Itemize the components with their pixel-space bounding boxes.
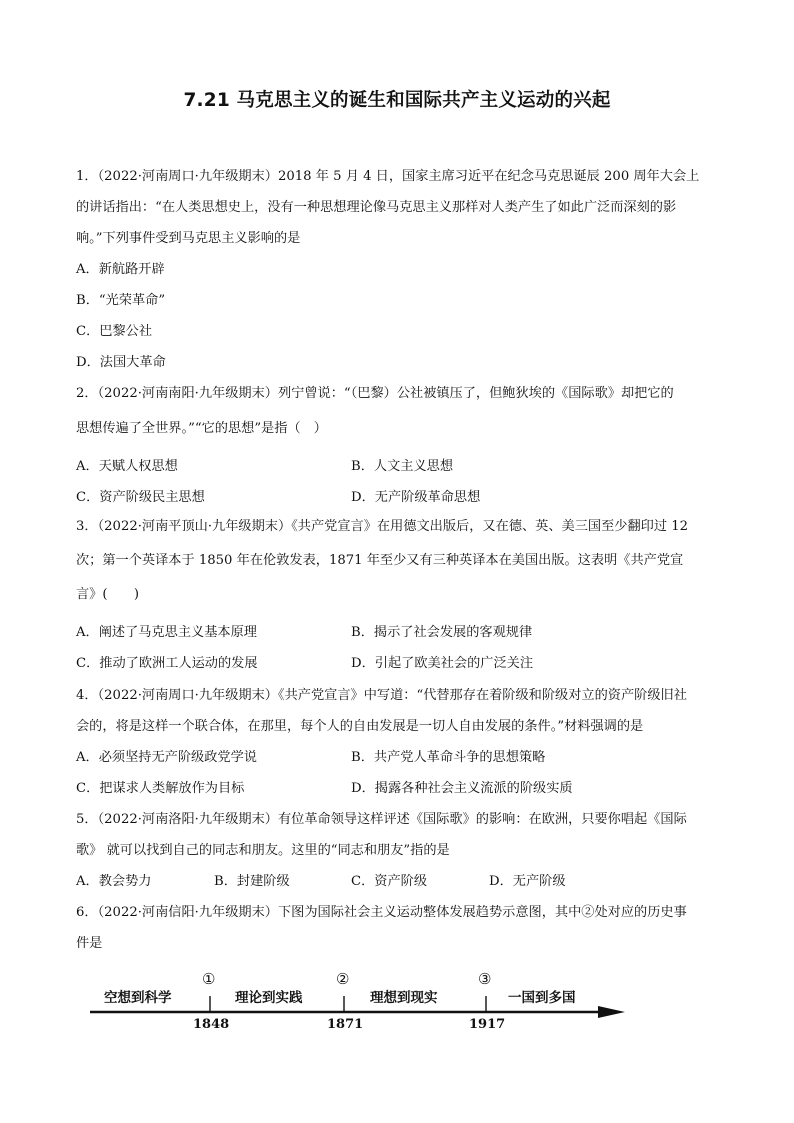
question-5-option-a[interactable]: A．教会势力 (76, 874, 152, 889)
question-2-option-d[interactable]: D．无产阶级革命思想 (351, 490, 481, 505)
question-2-line-1: 2．（2022·河南南阳·九年级期末）列宁曾说：“（巴黎）公社被镇压了，但鲍狄埃的《国际歌》却把它的 (76, 386, 674, 401)
question-4-option-c[interactable]: C．把谋求人类解放作为目标 (76, 781, 245, 796)
question-4-option-a[interactable]: A．必须坚持无产阶级政党学说 (76, 750, 257, 765)
page-title: 7.21 马克思主义的诞生和国际共产主义运动的兴起 (183, 90, 611, 111)
question-5-option-d[interactable]: D．无产阶级 (489, 874, 566, 889)
timeline-segment-1: 空想到科学 (104, 990, 172, 1006)
timeline-diagram (88, 970, 633, 1040)
question-4-option-b[interactable]: B．共产党人革命斗争的思想策略 (351, 750, 546, 765)
question-2-line-2: 思想传遍了全世界。”“它的思想”是指（ ） (76, 421, 327, 436)
question-1-line-1: 1．（2022·河南周口·九年级期末）2018 年 5 月 4 日，国家主席习近平在纪念马克思诞辰 200 周年大会上 (76, 169, 700, 184)
timeline-year-1848: 1848 (193, 1017, 230, 1032)
question-1-line-3: 响。”下列事件受到马克思主义影响的是 (76, 231, 301, 246)
question-3-line-3: 言》( ) (76, 587, 140, 602)
timeline-segment-3: 理想到现实 (370, 990, 438, 1006)
timeline-segment-2: 理论到实践 (235, 990, 303, 1006)
question-2-option-c[interactable]: C．资产阶级民主思想 (76, 490, 205, 505)
question-1-option-b[interactable]: B．“光荣革命” (76, 293, 166, 308)
question-2-option-a[interactable]: A．天赋人权思想 (76, 459, 178, 474)
timeline-arrowhead (598, 1006, 625, 1018)
question-1-line-2: 的讲话指出：“在人类思想史上，没有一种思想理论像马克思主义那样对人类产生了如此广泛而深刻的影 (76, 200, 677, 215)
question-2-option-b[interactable]: B．人文主义思想 (351, 459, 454, 474)
timeline-year-1871: 1871 (327, 1017, 364, 1032)
timeline-marker-2: ② (336, 970, 350, 988)
question-4-line-1: 4．（2022·河南周口·九年级期末）《共产党宣言》中写道：“代替那存在着阶级和阶级对立的资产阶级旧社 (76, 688, 687, 703)
question-5-option-b[interactable]: B．封建阶级 (214, 874, 290, 889)
question-6-line-2: 件是 (76, 936, 103, 951)
timeline-year-1917: 1917 (469, 1017, 506, 1032)
question-3-option-c[interactable]: C．推动了欧洲工人运动的发展 (76, 656, 258, 671)
question-3-line-1: 3．（2022·河南平顶山·九年级期末）《共产党宣言》在用德文出版后，又在德、英、美三国至少翻印过 12 (76, 519, 688, 534)
timeline-marker-1: ① (202, 970, 216, 988)
question-1-option-c[interactable]: C．巴黎公社 (76, 324, 153, 339)
question-5-option-c[interactable]: C．资产阶级 (351, 874, 428, 889)
question-3-option-d[interactable]: D．引起了欧美社会的广泛关注 (351, 656, 534, 671)
question-3-line-2: 次；第一个英译本于 1850 年在伦敦发表，1871 年至少又有三种英译本在美国出版。这表明《共产党宣 (76, 553, 684, 568)
question-1-option-d[interactable]: D．法国大革命 (76, 355, 166, 370)
question-6-line-1: 6．（2022·河南信阳·九年级期末）下图为国际社会主义运动整体发展趋势示意图，其中②处对应的历史事 (76, 905, 687, 920)
question-5-line-2: 歌》 就可以找到自己的同志和朋友。这里的“同志和朋友”指的是 (76, 843, 450, 858)
question-4-line-2: 会的，将是这样一个联合体，在那里，每个人的自由发展是一切人自由发展的条件。”材料强调的是 (76, 719, 644, 734)
timeline-marker-3: ③ (478, 970, 492, 988)
question-4-option-d[interactable]: D．揭露各种社会主义流派的阶级实质 (351, 781, 573, 796)
question-1-option-a[interactable]: A．新航路开辟 (76, 262, 165, 277)
question-5-line-1: 5．（2022·河南洛阳·九年级期末）有位革命领导这样评述《国际歌》的影响：在欧洲，只要你唱起《国际 (76, 812, 687, 827)
question-3-option-a[interactable]: A．阐述了马克思主义基本原理 (76, 625, 257, 640)
question-3-option-b[interactable]: B．揭示了社会发展的客观规律 (351, 625, 533, 640)
timeline-segment-4: 一国到多国 (508, 990, 576, 1006)
